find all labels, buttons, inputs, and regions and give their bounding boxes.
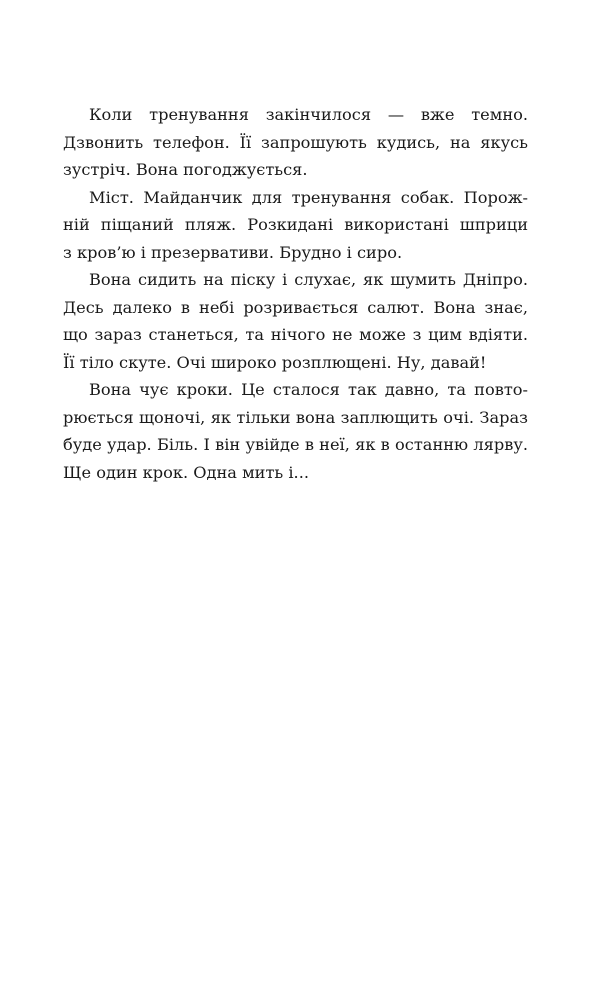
paragraph-2 xyxy=(63,184,528,267)
text-line: Десь далеко в небі розривається салют. Вона знає, xyxy=(63,297,528,317)
paragraph-1 xyxy=(63,101,528,184)
text-line: Дзвонить телефон. Її запрошують кудись, на якусь xyxy=(63,132,528,152)
text-line: Вона чує кроки. Це сталося так давно, та повто- xyxy=(89,380,528,399)
text-line: Вона сидить на піску і слухає, як шумить Дніпро. xyxy=(89,270,528,289)
text-line: зустріч. Вона погоджується. xyxy=(63,160,308,179)
text-line: буде удар. Біль. І він увійде в неї, як в останню лярву. xyxy=(63,435,528,454)
paragraph-3 xyxy=(63,266,528,376)
text-line: що зараз станеться, та нічого не може з цим вдіяти. xyxy=(63,325,528,344)
text-line: з кров’ю і презервативи. Брудно і сиро. xyxy=(63,242,403,262)
paragraph-4 xyxy=(63,376,528,486)
text-line: Міст. Майданчик для тренування собак. Порож- xyxy=(89,187,528,207)
body-text xyxy=(63,101,528,486)
text-line: Ще один крок. Одна мить і... xyxy=(63,462,309,482)
text-line: Її тіло скуте. Очі широко розплющені. Ну, давай! xyxy=(63,352,487,372)
text-line: ній піщаний пляж. Розкидані використані шприци xyxy=(63,215,528,234)
text-line: Коли тренування закінчилося — вже темно. xyxy=(89,105,528,124)
text-line: рюється щоночі, як тільки вона заплющить очі. Зараз xyxy=(63,407,528,427)
